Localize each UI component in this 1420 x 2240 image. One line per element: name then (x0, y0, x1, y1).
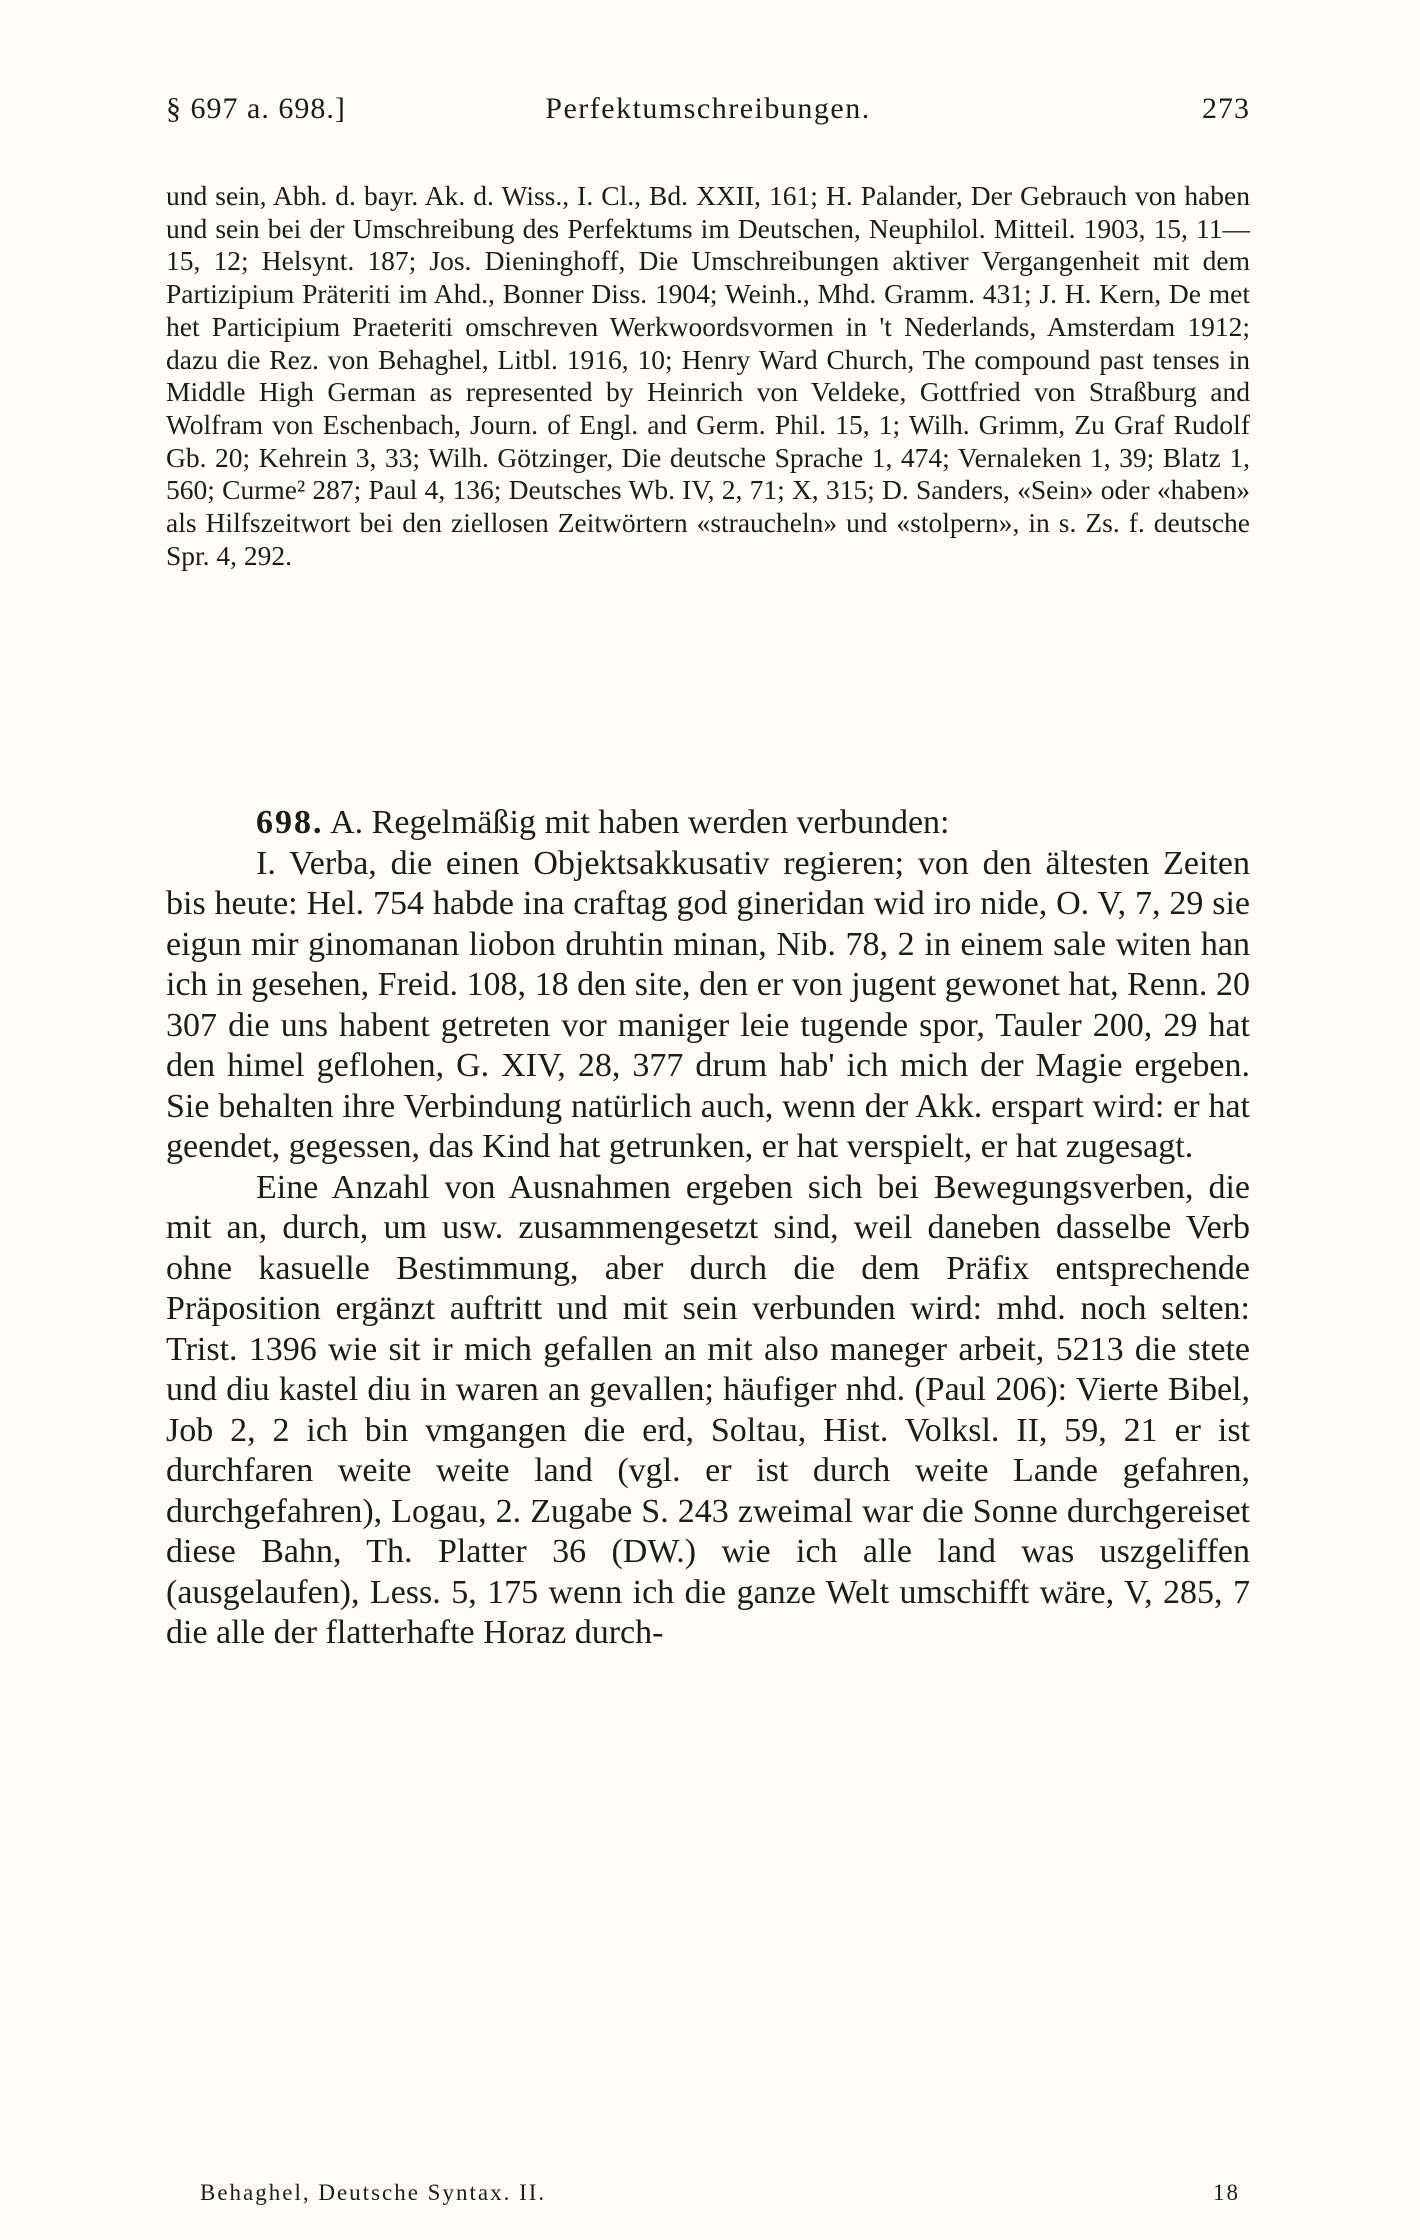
section-698 (166, 803, 1250, 1654)
running-title: Perfektumschreibungen. (545, 92, 871, 125)
running-head (166, 92, 1250, 136)
page-number: 273 (1202, 92, 1250, 125)
paragraph-transitive-verbs: I. Verba, die einen Objektsakkusativ regieren; von den ältesten Zeiten bis heute: Hel. 754 habde ina craftag god gineridan wid iro nide, O. V, 7, 29 sie eigun mir ginomanan liobon druhtin minan, Nib. 78, 2 in einem sale witen han ich in gesehen, Freid. 108, 18 den site, den er von jugent gewonet hat, Renn. 20 307 die uns habent getreten vor maniger leie tugende spor, Tauler 200, 29 hat den himel geflohen, G. XIV, 28, 377 drum hab' ich mich der Magie ergeben. Sie behalten ihre Verbindung natürlich auch, wenn der Akk. erspart wird: er hat geendet, gegessen, das Kind hat getrunken, er hat verspielt, er hat zugesagt. (166, 844, 1250, 1165)
bibliography-paragraph: und sein, Abh. d. bayr. Ak. d. Wiss., I. Cl., Bd. XXII, 161; H. Palander, Der Gebrauch von haben und sein bei der Umschreibung des Perfektums im Deutschen, Neuphilol. Mitteil. 1903, 15, 11—15, 12; Helsynt. 187; Jos. Dieninghoff, Die Umschreibungen aktiver Vergangenheit mit dem Partizipium Präteriti im Ahd., Bonner Diss. 1904; Weinh., Mhd. Gramm. 431; J. H. Kern, De met het Participium Praeteriti omschreven Werkwoordsvormen in 't Nederlands, Amsterdam 1912; dazu die Rez. von Behaghel, Litbl. 1916, 10; Henry Ward Church, The compound past tenses in Middle High German as represented by Heinrich von Veldeke, Gottfried von Straßburg and Wolfram von Eschenbach, Journ. of Engl. and Germ. Phil. 15, 1; Wilh. Grimm, Zu Graf Rudolf Gb. 20; Kehrein 3, 33; Wilh. Götzinger, Die deutsche Sprache 1, 474; Vernaleken 1, 39; Blatz 1, 560; Curme² 287; Paul 4, 136; Deutsches Wb. IV, 2, 71; X, 315; D. Sanders, «Sein» oder «haben» als Hilfszeitwort bei den ziellosen Zeitwörtern «straucheln» und «stolpern», in s. Zs. f. deutsche Spr. 4, 292. (166, 180, 1250, 571)
sheet-number: 18 (1213, 2180, 1240, 2205)
section-number: 698. (256, 804, 324, 841)
section-heading (166, 803, 1250, 844)
paragraph-motion-verbs: Eine Anzahl von Ausnahmen ergeben sich bei Bewegungsverben, die mit an, durch, um usw. zusammengesetzt sind, weil daneben dasselbe Verb ohne kasuelle Bestimmung, aber durch die dem Präfix entsprechende Präposition ergänzt auftritt und mit sein verbunden wird: mhd. noch selten: Trist. 1396 wie sit ir mich gefallen an mit also maneger arbeit, 5213 die stete und diu kastel diu in waren an gevallen; häufiger nhd. (Paul 206): Vierte Bibel, Job 2, 2 ich bin vmgangen die erd, Soltau, Hist. Volksl. II, 59, 21 er ist durchfaren weite weite land (vgl. er ist durch weite Lande gefahren, durchgefahren), Logau, 2. Zugabe S. 243 zweimal war die Sonne durchgereiset diese Bahn, Th. Platter 36 (DW.) wie ich alle land was uszgeliffen (ausgelaufen), Less. 5, 175 wenn ich die ganze Welt umschifft wäre, V, 285, 7 die alle der flatterhafte Horaz durch- (166, 1168, 1250, 1651)
page-footer (200, 2180, 1240, 2216)
section-heading-text: A. Regelmäßig mit haben werden verbunden: (330, 804, 950, 841)
section-reference: § 697 a. 698.] (166, 92, 346, 125)
sheet-signature: Behaghel, Deutsche Syntax. II. (200, 2180, 547, 2205)
